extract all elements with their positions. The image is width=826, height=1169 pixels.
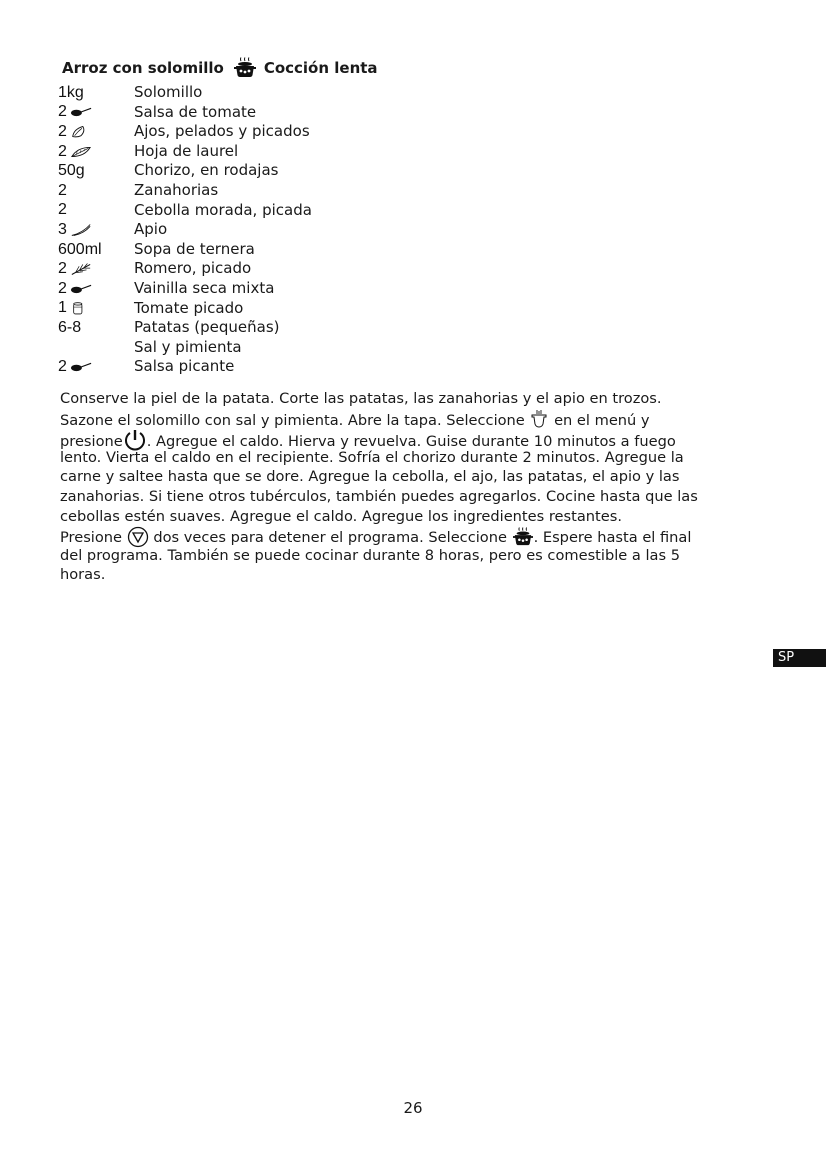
recipe-title-row: [62, 57, 378, 79]
ingredient-quantity: [58, 259, 92, 279]
instruction-line: zanahorias. Si tiene otros tubérculos, también puedes agregarlos. Cocine hasta que las: [60, 487, 698, 505]
stop-icon: [127, 526, 149, 548]
instruction-line: cebollas estén suaves. Agregue el caldo. Agregue los ingredientes restantes.: [60, 507, 622, 525]
ingredient-name: Zanahorias: [134, 180, 219, 199]
ingredient-row: [58, 142, 478, 162]
ingredient-name: Vainilla seca mixta: [134, 278, 275, 297]
instruction-text: Sazone el solomillo con sal y pimienta. Abre la tapa. Seleccione: [60, 411, 525, 429]
ingredient-row: [58, 103, 478, 123]
ingredient-quantity-value: 2: [58, 122, 67, 140]
instruction-line: lento. Vierta el caldo en el recipiente. Sofría el chorizo durante 2 minutos. Agregue la: [60, 448, 684, 466]
ingredient-quantity-value: 2: [58, 142, 67, 160]
language-tab: SP: [773, 649, 826, 667]
ingredient-row: [58, 338, 478, 358]
cooking-mode: Cocción lenta: [263, 59, 378, 77]
instruction-text: . Espere hasta el final: [533, 529, 692, 547]
ingredient-name: Sal y pimienta: [134, 337, 242, 356]
ingredient-quantity-value: 2: [58, 103, 67, 121]
ingredient-row: [58, 122, 478, 142]
instruction-line: del programa. También se puede cocinar durante 8 horas, pero es comestible a las 5: [60, 546, 680, 564]
ingredient-quantity: [58, 318, 81, 338]
ingredient-name: Solomillo: [134, 83, 203, 101]
bay-leaf-icon: [70, 145, 92, 159]
ingredient-row: [58, 240, 478, 260]
ingredient-row: [58, 357, 478, 377]
instruction-text: dos veces para detener el programa. Seleccione: [153, 529, 507, 547]
ingredient-quantity: [58, 83, 84, 103]
ingredient-quantity: [58, 201, 67, 221]
spoon-icon: [70, 105, 92, 119]
ingredient-row: [58, 201, 478, 221]
ingredient-quantity: [58, 142, 92, 162]
ingredient-quantity: [58, 357, 92, 377]
ingredient-quantity-value: 2: [58, 201, 67, 219]
ingredient-quantity: [58, 103, 92, 123]
ingredient-name: Apio: [134, 220, 168, 239]
ingredient-name: Tomate picado: [134, 298, 244, 317]
instruction-line: carne y saltee hasta que se dore. Agregue la cebolla, el ajo, las patatas, el apio y las: [60, 468, 680, 486]
ingredient-name: Chorizo, en rodajas: [134, 161, 279, 180]
ingredient-quantity-value: 2: [58, 181, 67, 199]
ingredient-quantity-value: 600ml: [58, 240, 102, 258]
ingredient-quantity-value: 2: [58, 279, 67, 297]
instruction-text: . Agregue el caldo. Hierva y revuelva. Guise durante 10 minutos a fuego: [146, 433, 676, 451]
slow-cook-pot-icon: [512, 527, 534, 547]
ingredient-quantity-value: 1: [58, 299, 67, 317]
rosemary-sprig-icon: [70, 262, 92, 276]
ingredient-name: Sopa de ternera: [134, 239, 255, 258]
ingredient-quantity: [58, 181, 67, 201]
ingredient-quantity-value: 2: [58, 358, 67, 376]
spoon-icon: [70, 282, 92, 296]
ingredient-name: Patatas (pequeñas): [134, 318, 280, 337]
ingredient-name: Hoja de laurel: [134, 141, 239, 160]
ingredient-name: Salsa de tomate: [134, 102, 257, 121]
ingredient-quantity-value: 2: [58, 260, 67, 278]
instruction-text: Presione: [60, 529, 123, 547]
recipe-title: Arroz con solomillo: [62, 59, 224, 77]
ingredient-quantity-value: 3: [58, 220, 67, 238]
ingredient-quantity: [58, 122, 92, 142]
ingredient-row: [58, 318, 478, 338]
can-icon: [70, 301, 92, 315]
ingredient-row: [58, 83, 478, 103]
ingredient-name: Cebolla morada, picada: [134, 200, 312, 219]
instruction-line: [60, 409, 760, 429]
ingredient-row: [58, 220, 478, 240]
ingredient-name: Ajos, pelados y picados: [134, 122, 310, 141]
instruction-line: horas.: [60, 566, 106, 584]
ingredient-row: [58, 161, 478, 181]
ingredient-quantity: [58, 299, 92, 319]
ingredient-row: [58, 259, 478, 279]
ingredient-name: Salsa picante: [134, 357, 235, 376]
ingredient-quantity: [58, 279, 92, 299]
ingredient-row: [58, 279, 478, 299]
slow-cook-pot-icon: [233, 57, 257, 79]
spoon-icon: [70, 360, 92, 374]
instructions: [60, 389, 760, 585]
ingredient-quantity-value: 1kg: [58, 83, 84, 101]
celery-stalk-icon: [70, 223, 92, 237]
instruction-line: [60, 526, 760, 546]
ingredient-quantity: [58, 220, 92, 240]
ingredient-quantity: [58, 161, 85, 181]
ingredient-row: [58, 181, 478, 201]
instruction-text: en el menú y: [554, 411, 650, 429]
ingredient-row: [58, 299, 478, 319]
ingredient-quantity-value: 50g: [58, 162, 85, 180]
saute-pot-icon: [529, 409, 549, 429]
ingredient-quantity-value: 6-8: [58, 318, 82, 336]
instruction-text: presione: [60, 433, 123, 451]
ingredient-quantity: [58, 240, 102, 260]
ingredient-name: Romero, picado: [134, 259, 252, 278]
instruction-line: [60, 428, 760, 451]
garlic-clove-icon: [70, 125, 92, 139]
instruction-line: Conserve la piel de la patata. Corte las patatas, las zanahorias y el apio en trozos.: [60, 390, 662, 407]
ingredient-list: [58, 83, 478, 377]
page-number: 26: [403, 1099, 423, 1117]
